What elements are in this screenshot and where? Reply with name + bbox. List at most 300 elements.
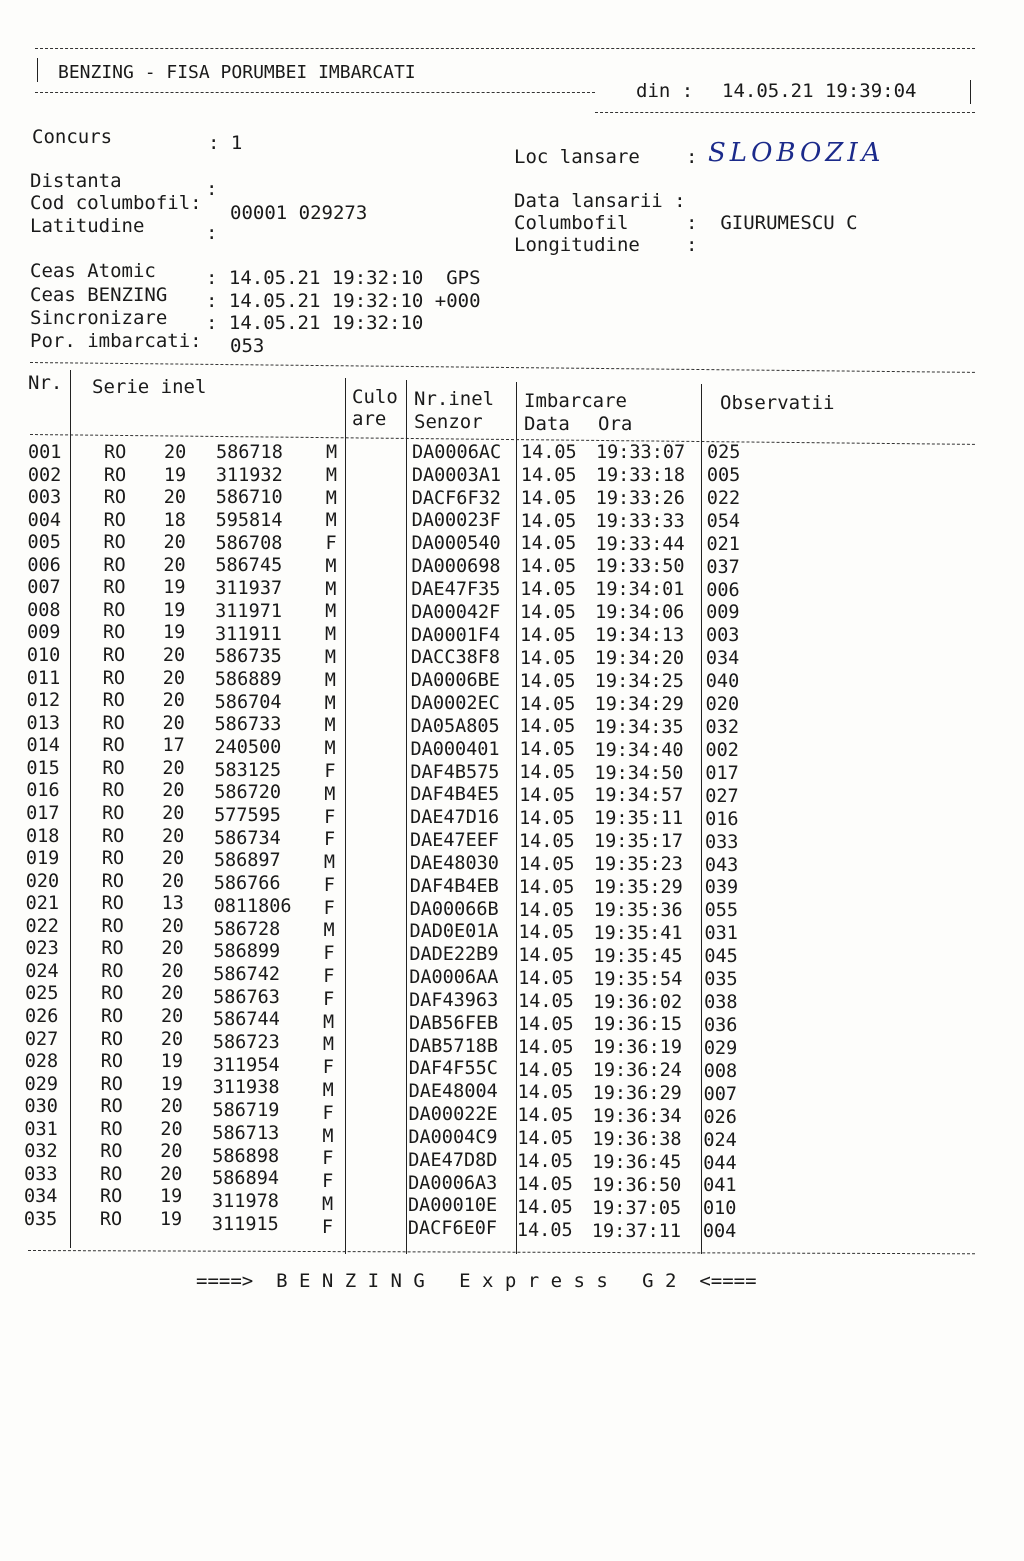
cell-country: RO <box>100 1141 123 1163</box>
cell-sex: F <box>323 874 335 896</box>
cell-year: 20 <box>160 1163 183 1185</box>
cell-date: 14.05 <box>520 602 576 624</box>
cell-obs: 031 <box>704 923 738 945</box>
cell-sex: F <box>322 1102 334 1124</box>
cell-obs: 036 <box>704 1015 738 1036</box>
cell-time: 19:34:06 <box>595 602 685 624</box>
columbofil-value: : GIURUMESCU C <box>686 212 858 234</box>
cell-year: 20 <box>162 690 185 712</box>
cell-obs: 017 <box>705 762 739 784</box>
cell-sensor: DA00010E <box>408 1195 498 1217</box>
cell-sex: F <box>323 943 335 965</box>
cell-sex: F <box>322 1057 334 1079</box>
cell-country: RO <box>101 893 124 915</box>
porumbei-imbarcati-value: 053 <box>230 335 265 357</box>
cell-time: 19:36:15 <box>593 1014 683 1036</box>
cell-sensor: DA0001F4 <box>411 624 501 646</box>
cell-country: RO <box>103 464 127 486</box>
cell-nr: 035 <box>23 1209 58 1231</box>
cell-time: 19:35:23 <box>593 854 683 876</box>
cell-year: 20 <box>161 848 185 870</box>
cell-date: 14.05 <box>517 1151 573 1173</box>
cell-sensor: DA0006A3 <box>408 1172 498 1194</box>
footer-brand: ====> B E N Z I N G E x p r e s s G 2 <==== <box>196 1270 757 1292</box>
cell-sex: M <box>323 1011 335 1033</box>
cell-sex: M <box>325 578 337 600</box>
cell-nr: 011 <box>26 667 61 689</box>
cell-sex: M <box>324 715 336 737</box>
cell-time: 19:34:50 <box>594 762 684 784</box>
cell-sensor: DADE22B9 <box>409 944 499 966</box>
cell-ring: 586744 <box>213 1009 280 1031</box>
cell-nr: 023 <box>25 938 59 960</box>
cell-sex: M <box>324 647 337 669</box>
cell-sex: F <box>324 806 336 828</box>
table-row <box>0 893 1024 922</box>
table-row <box>0 669 1024 692</box>
table-row <box>0 510 1024 533</box>
table-row <box>0 960 1024 991</box>
cell-year: 20 <box>164 442 187 463</box>
cell-ring: 586720 <box>214 782 282 804</box>
table-row <box>0 736 1024 759</box>
table-row <box>0 578 1024 601</box>
document-title: BENZING - FISA PORUMBEI IMBARCATI <box>58 62 416 83</box>
cell-obs: 016 <box>705 808 739 830</box>
cell-sex: F <box>323 829 336 851</box>
cell-ring: 577595 <box>214 805 281 827</box>
cell-ring: 311937 <box>215 578 283 600</box>
cell-sex: F <box>322 1148 334 1170</box>
cell-sensor: DAE48004 <box>408 1081 498 1103</box>
cell-nr: 021 <box>25 893 60 915</box>
cell-date: 14.05 <box>517 1082 574 1104</box>
cell-obs: 008 <box>703 1060 738 1082</box>
cell-obs: 024 <box>703 1129 737 1151</box>
cell-obs: 002 <box>705 739 739 761</box>
cell-obs: 041 <box>703 1175 737 1197</box>
cell-country: RO <box>99 1209 123 1231</box>
cell-country: RO <box>100 1051 124 1073</box>
cell-sensor: DAD0E01A <box>409 921 499 943</box>
ceas-atomic-label: Ceas Atomic <box>30 260 156 282</box>
cell-sensor: DAE48030 <box>409 852 499 874</box>
sincronizare-label: Sincronizare <box>30 307 168 329</box>
cell-country: RO <box>101 983 124 1005</box>
cell-obs: 055 <box>704 900 739 922</box>
header-right-border <box>970 80 971 104</box>
cell-time: 19:35:29 <box>593 877 683 899</box>
cell-time: 19:35:41 <box>593 922 683 944</box>
table-top-rule <box>30 362 975 373</box>
table-row <box>0 825 1024 853</box>
cell-time: 19:36:45 <box>592 1151 682 1173</box>
cell-date: 14.05 <box>518 830 575 852</box>
cell-year: 19 <box>160 1186 183 1208</box>
cell-year: 20 <box>162 645 186 667</box>
cell-nr: 028 <box>24 1051 59 1073</box>
col-culoare-header-1: Culo <box>352 386 398 408</box>
cell-obs: 022 <box>706 487 741 509</box>
cell-obs: 037 <box>706 556 740 578</box>
cell-country: RO <box>103 599 126 621</box>
cell-sex: F <box>325 533 337 555</box>
cell-time: 19:34:57 <box>594 785 684 807</box>
cell-obs: 021 <box>706 533 740 555</box>
header-bottom-rule <box>595 112 975 113</box>
cell-obs: 004 <box>702 1221 737 1243</box>
table-row <box>0 915 1024 945</box>
cell-year: 20 <box>161 1006 184 1027</box>
cell-year: 20 <box>161 915 184 937</box>
table-row <box>0 691 1024 714</box>
cell-ring: 586718 <box>216 442 283 463</box>
cell-sensor: DAE47EEF <box>409 830 500 852</box>
cell-obs: 040 <box>705 671 740 693</box>
cell-country: RO <box>103 622 126 644</box>
cell-date: 14.05 <box>517 1059 574 1081</box>
col-culoare-header-2: are <box>352 408 387 430</box>
cell-nr: 020 <box>25 870 60 892</box>
header-mid-rule <box>35 92 595 93</box>
cell-sensor: DAF4B4EB <box>409 875 499 897</box>
cell-sensor: DAF4B4E5 <box>410 784 500 806</box>
cell-time: 19:34:20 <box>594 648 685 670</box>
cell-sex: F <box>324 760 336 782</box>
cell-date: 14.05 <box>519 762 576 784</box>
cell-obs: 006 <box>706 579 740 601</box>
table-row <box>0 802 1024 830</box>
cell-nr: 027 <box>24 1028 59 1050</box>
ceas-benzing-label: Ceas BENZING <box>30 284 168 306</box>
cell-date: 14.05 <box>520 510 577 532</box>
cell-time: 19:34:40 <box>594 739 684 761</box>
cell-date: 14.05 <box>518 968 574 990</box>
cell-ring: 311971 <box>215 600 282 622</box>
cell-sensor: DA0004C9 <box>408 1126 498 1148</box>
cell-sensor: DA00066B <box>409 898 499 920</box>
cell-sensor: DAF43963 <box>409 989 499 1011</box>
cell-nr: 034 <box>24 1186 58 1208</box>
cell-nr: 025 <box>25 983 59 1005</box>
cell-nr: 017 <box>26 802 60 824</box>
cell-date: 14.05 <box>520 464 577 486</box>
cell-country: RO <box>100 1073 123 1095</box>
cell-year: 19 <box>163 622 186 644</box>
cell-nr: 022 <box>25 915 59 937</box>
cell-ring: 586889 <box>214 668 282 690</box>
cell-time: 19:33:07 <box>596 442 686 463</box>
cell-sensor: DA000401 <box>410 738 500 760</box>
cell-year: 20 <box>163 554 186 576</box>
table-row <box>0 555 1024 578</box>
cell-sensor: DACC38F8 <box>410 647 501 669</box>
col-imbarcare-header: Imbarcare <box>524 390 627 412</box>
cell-sex: M <box>325 510 337 532</box>
cell-nr: 029 <box>24 1073 59 1095</box>
cell-time: 19:36:50 <box>592 1174 682 1196</box>
cell-sex: M <box>323 920 335 942</box>
header-top-rule <box>35 48 975 49</box>
cell-time: 19:37:11 <box>591 1220 682 1242</box>
cell-sex: M <box>322 1079 334 1101</box>
cell-obs: 025 <box>707 442 741 463</box>
cell-date: 14.05 <box>519 693 576 715</box>
cell-year: 20 <box>162 712 185 734</box>
cell-sensor: DA000698 <box>411 556 501 578</box>
cell-sensor: DA05A805 <box>410 715 500 737</box>
table-row <box>0 1118 1024 1151</box>
cell-country: RO <box>101 960 124 982</box>
cell-ring: 586704 <box>214 691 282 713</box>
cell-sensor: DA0006AA <box>409 967 499 989</box>
col-observatii-header: Observatii <box>720 392 835 414</box>
cell-nr: 016 <box>26 780 60 802</box>
table-row <box>0 1096 1024 1128</box>
din-value: 14.05.21 19:39:04 <box>722 80 917 102</box>
cell-time: 19:34:29 <box>594 693 684 715</box>
cell-obs: 005 <box>706 464 741 486</box>
cell-time: 19:34:35 <box>594 716 684 738</box>
cell-date: 14.05 <box>518 990 574 1012</box>
cell-ring: 586734 <box>213 827 281 849</box>
cell-nr: 031 <box>24 1118 58 1140</box>
cell-time: 19:35:11 <box>594 808 684 830</box>
cell-year: 20 <box>161 870 184 892</box>
cell-date: 14.05 <box>517 1036 574 1058</box>
cod-columbofil-value: 00001 029273 <box>230 202 368 224</box>
cell-nr: 032 <box>24 1141 58 1163</box>
cell-sensor: DAF4F55C <box>408 1058 498 1080</box>
cell-nr: 024 <box>25 960 59 982</box>
table-row <box>0 533 1024 556</box>
cell-sensor: DAB5718B <box>408 1035 498 1057</box>
cell-year: 20 <box>161 938 184 960</box>
cell-time: 19:34:13 <box>595 625 685 647</box>
cell-date: 14.05 <box>520 487 577 509</box>
cell-sex: M <box>324 738 336 760</box>
cod-columbofil-label: Cod columbofil: <box>30 192 202 214</box>
cell-sex: M <box>324 669 336 691</box>
cell-time: 19:36:38 <box>592 1128 682 1150</box>
cell-ring: 311915 <box>211 1213 279 1235</box>
cell-date: 14.05 <box>520 624 576 646</box>
cell-year: 13 <box>161 893 184 915</box>
cell-obs: 003 <box>706 625 740 647</box>
cell-country: RO <box>100 1163 123 1185</box>
cell-country: RO <box>101 848 125 870</box>
cell-date: 14.05 <box>520 556 577 578</box>
cell-ring: 240500 <box>214 737 282 759</box>
cell-country: RO <box>102 780 125 802</box>
cell-time: 19:36:19 <box>592 1037 682 1059</box>
cell-date: 14.05 <box>517 1128 574 1150</box>
cell-sex: M <box>322 1125 334 1147</box>
cell-date: 14.05 <box>519 670 576 692</box>
cell-country: RO <box>101 915 124 937</box>
cell-sensor: DAE47D8D <box>408 1149 498 1171</box>
loc-lansare-label: Loc lansare <box>514 146 640 168</box>
table-row <box>0 1051 1024 1082</box>
cell-time: 19:33:50 <box>595 556 685 578</box>
header-left-border <box>37 58 38 82</box>
cell-time: 19:33:44 <box>595 533 685 555</box>
latitudine-sep: : <box>206 222 218 244</box>
cell-nr: 002 <box>27 464 62 486</box>
cell-sensor: DAF4B575 <box>410 761 500 783</box>
cell-obs: 032 <box>705 717 739 739</box>
table-row <box>0 759 1024 782</box>
cell-country: RO <box>102 712 125 734</box>
table-row <box>0 646 1024 669</box>
cell-ring: 311978 <box>212 1190 279 1212</box>
cell-ring: 586745 <box>215 555 283 577</box>
cell-sex: F <box>323 897 335 919</box>
distanta-sep: : <box>206 178 218 200</box>
cell-sensor: DAE47F35 <box>411 578 501 600</box>
cell-nr: 004 <box>27 509 62 531</box>
col-nrinel-header-1: Nr.inel <box>414 388 495 410</box>
cell-time: 19:36:24 <box>592 1060 682 1082</box>
cell-obs: 054 <box>706 510 741 532</box>
cell-date: 14.05 <box>518 853 575 875</box>
cell-date: 14.05 <box>518 876 575 898</box>
table-row <box>0 1073 1024 1105</box>
cell-date: 14.05 <box>516 1219 573 1241</box>
cell-sensor: DA0003A1 <box>411 464 501 486</box>
cell-sensor: DA0002EC <box>410 693 500 715</box>
cell-sex: M <box>322 1193 334 1215</box>
cell-nr: 008 <box>27 599 61 621</box>
concurs-value: : 1 <box>208 132 243 154</box>
cell-obs: 039 <box>704 877 739 899</box>
porumbei-imbarcati-label: Por. imbarcati: <box>30 330 202 352</box>
cell-nr: 018 <box>25 825 60 847</box>
cell-year: 20 <box>161 960 184 982</box>
cell-obs: 007 <box>703 1083 738 1105</box>
cell-ring: 586766 <box>213 873 281 895</box>
cell-date: 14.05 <box>519 785 575 807</box>
cell-year: 19 <box>159 1209 183 1231</box>
cell-time: 19:36:02 <box>593 991 683 1013</box>
cell-ring: 311954 <box>212 1054 280 1076</box>
cell-country: RO <box>101 938 124 960</box>
cell-time: 19:34:25 <box>594 670 684 692</box>
cell-nr: 010 <box>26 645 61 667</box>
cell-country: RO <box>103 554 126 576</box>
cell-year: 17 <box>162 735 185 757</box>
cell-nr: 007 <box>27 577 61 599</box>
cell-sex: M <box>325 601 337 623</box>
cell-sensor: DAE47D16 <box>410 807 500 829</box>
cell-sex: F <box>323 966 335 988</box>
cell-ring: 586719 <box>212 1100 280 1122</box>
table-row <box>0 487 1024 510</box>
cell-nr: 030 <box>24 1096 58 1118</box>
cell-date: 14.05 <box>518 922 575 944</box>
concurs-label: Concurs <box>32 126 113 148</box>
cell-country: RO <box>101 825 125 847</box>
cell-date: 14.05 <box>519 807 575 829</box>
ceas-benzing-value: : 14.05.21 19:32:10 +000 <box>206 290 481 312</box>
cell-date: 14.05 <box>518 899 575 921</box>
cell-ring: 586742 <box>213 963 281 985</box>
cell-obs: 027 <box>705 785 739 807</box>
cell-sex: M <box>326 442 338 463</box>
cell-nr: 014 <box>26 735 60 757</box>
cell-sex: M <box>322 1034 335 1056</box>
cell-sensor: DA00042F <box>411 601 501 623</box>
cell-time: 19:33:26 <box>595 487 685 509</box>
cell-nr: 033 <box>24 1163 58 1185</box>
cell-ring: 586728 <box>213 918 281 940</box>
cell-ring: 586735 <box>214 646 282 668</box>
cell-country: RO <box>102 802 125 824</box>
cell-obs: 020 <box>705 694 740 716</box>
cell-year: 19 <box>163 577 186 599</box>
cell-time: 19:34:01 <box>595 579 685 601</box>
cell-ring: 595814 <box>215 510 283 532</box>
cell-time: 19:37:05 <box>592 1197 682 1219</box>
cell-obs: 045 <box>704 946 738 968</box>
cell-ring: 586713 <box>212 1122 280 1144</box>
cell-country: RO <box>100 1096 123 1118</box>
cell-country: RO <box>103 532 126 554</box>
table-row <box>0 601 1024 624</box>
cell-time: 19:35:45 <box>593 945 683 967</box>
cell-obs: 029 <box>703 1037 738 1059</box>
cell-obs: 035 <box>704 969 738 991</box>
cell-obs: 033 <box>704 831 739 853</box>
cell-sex: M <box>325 555 337 577</box>
cell-sensor: DA0006BE <box>410 670 500 692</box>
longitudine-label: Longitudine <box>514 234 640 256</box>
cell-country: RO <box>102 645 126 667</box>
cell-sex: M <box>325 464 338 486</box>
ceas-atomic-value: : 14.05.21 19:32:10 GPS <box>206 267 481 289</box>
cell-ring: 586708 <box>215 532 283 554</box>
cell-year: 19 <box>163 464 187 486</box>
cell-sensor: DA00023F <box>411 510 501 532</box>
cell-sex: F <box>322 1171 334 1193</box>
table-row <box>0 714 1024 737</box>
cell-time: 19:35:54 <box>593 968 683 990</box>
cell-ring: 0811806 <box>213 895 292 917</box>
cell-nr: 012 <box>26 690 61 712</box>
cell-time: 19:33:33 <box>595 510 685 532</box>
longitudine-sep: : <box>686 234 698 256</box>
cell-sex: M <box>325 624 337 646</box>
cell-country: RO <box>100 1028 124 1050</box>
col-nr-header: Nr. <box>28 372 63 394</box>
cell-date: 14.05 <box>518 945 575 967</box>
cell-ring: 586710 <box>215 487 283 509</box>
cell-year: 20 <box>162 757 185 779</box>
cell-time: 19:33:18 <box>595 464 685 486</box>
table-row <box>0 938 1024 968</box>
cell-ring: 586723 <box>212 1032 280 1054</box>
cell-sensor: DACF6F32 <box>411 487 501 509</box>
cell-year: 20 <box>163 487 187 509</box>
cell-date: 14.05 <box>519 739 576 761</box>
cell-nr: 019 <box>25 848 60 870</box>
cell-year: 20 <box>162 667 186 689</box>
table-row <box>0 465 1024 488</box>
cell-obs: 043 <box>704 854 739 876</box>
cell-sensor: DA0006AC <box>412 442 502 463</box>
cell-ring: 586897 <box>213 850 281 872</box>
cell-time: 19:35:36 <box>593 899 683 921</box>
